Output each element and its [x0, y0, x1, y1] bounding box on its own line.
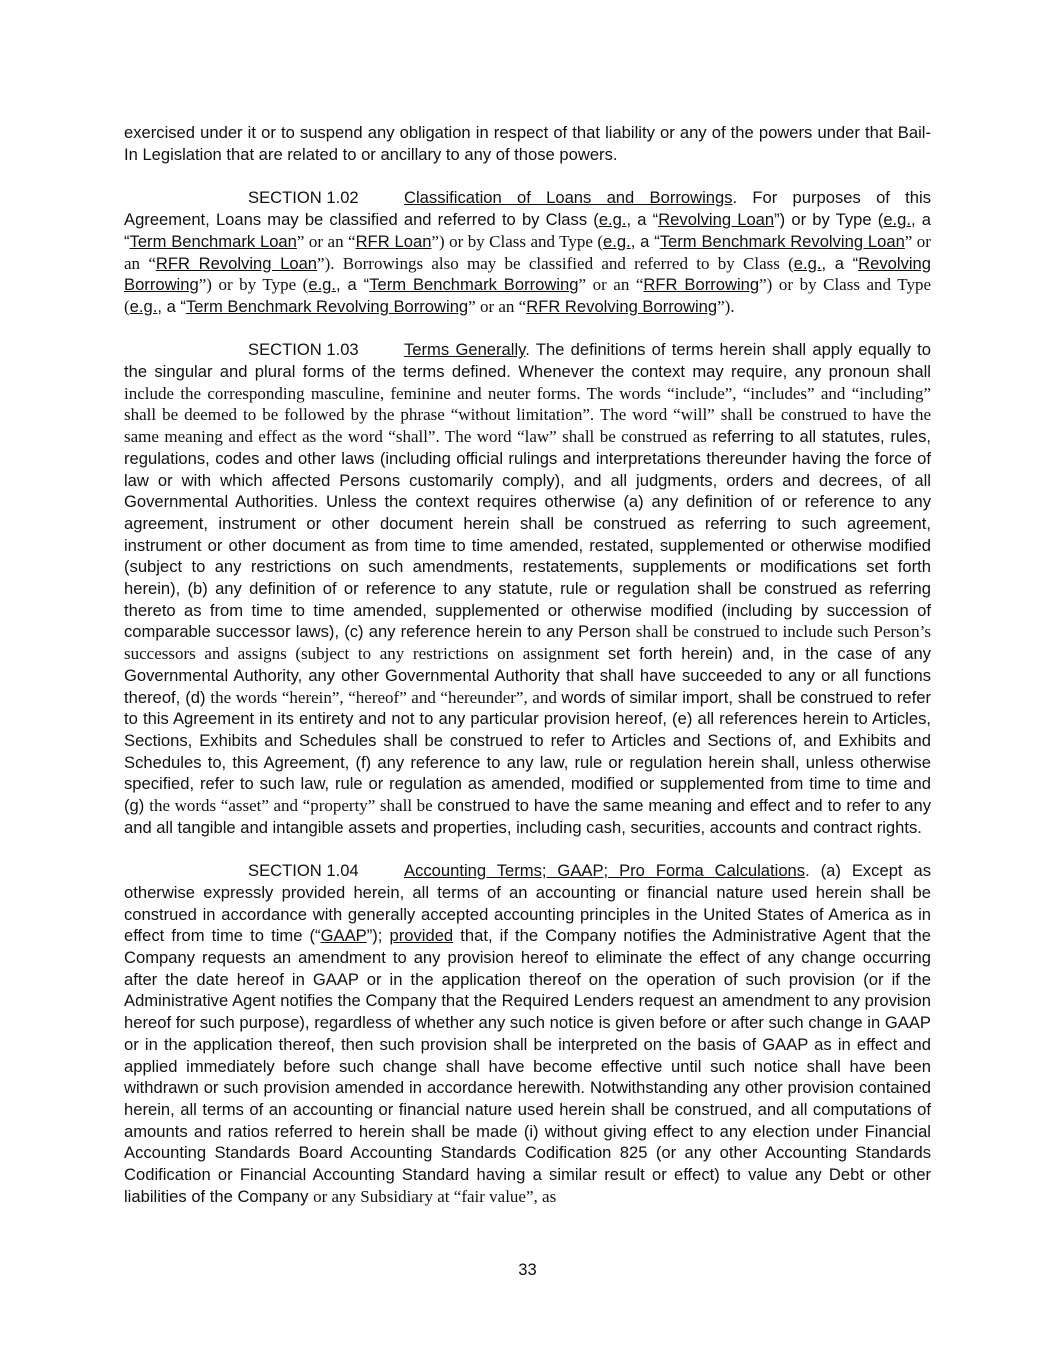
s104-text-3: that, if the Company notifies the Administrative Agent that the Company requests an amendment to any provision hereof to eliminate the effect of any change occurring after the date hereof in GAAP or in the application thereof on the operation of such provision (or if the Administrative Agent notifies the Company that the Required Lenders request an amendment to any provision hereof for such purpose), regardless of whether any such notice is given before or after such change in GAAP or in the application thereof, then such provision shall be interpreted on the basis of GAAP as in effect and applied immediately before such change shall have become effective until such notice shall have been withdrawn or such provision amended in accordance herewith. Notwithstanding any other provision contained herein, all terms of an accounting or financial nature used herein shall be construed, and all computations of amounts and ratios referred to herein shall be made (i) without giving effect to any election under Financial Accounting Standards Board Accounting Standards Codification 825 (or any other Accounting Standards Codification or Financial Accounting Standard having a similar result or effect) to value any Debt or other liabilities of the Company — [124, 926, 931, 1206]
section-1-02-number: SECTION 1.02 — [248, 188, 359, 208]
s102-rfr-borrowing: RFR Borrowing — [643, 275, 760, 295]
section-1-03-title: Terms Generally — [404, 340, 526, 360]
s102-eg-6: e.g. — [129, 296, 158, 316]
s104-text-1: . (a) Except as otherwise expressly provided herein, all terms of an accounting or financial nature used herein shall be construed in accordance with generally accepted accounting principles in the United States of America as in effect from time to time (“ — [124, 861, 931, 946]
s102-text-7: , a “ — [630, 231, 660, 251]
s102-text-3: ”) or by Type ( — [774, 210, 884, 230]
page-number: 33 — [518, 1260, 537, 1279]
s102-text-10: , a “ — [821, 253, 859, 273]
s102-text-16: ” or an “ — [468, 296, 527, 316]
section-1-03-paragraph — [124, 339, 931, 838]
s102-text-17: ”). — [717, 296, 735, 316]
document-page — [124, 122, 931, 1229]
s102-text-2: , a “ — [626, 210, 659, 230]
s104-provided: provided — [389, 926, 454, 946]
s102-rfr-revolving-loan: RFR Revolving Loan — [155, 253, 318, 273]
s102-text-13: ” or an “ — [578, 275, 644, 295]
s102-text-15: , a “ — [157, 296, 186, 316]
section-1-04-number: SECTION 1.04 — [248, 861, 359, 881]
s102-text-14: ”) or by Class and Type ( — [124, 275, 932, 316]
s102-text-5: ” or an “ — [296, 231, 356, 251]
s102-revolving-borrowing: Revolving Borrowing — [124, 253, 932, 295]
intro-paragraph — [124, 122, 931, 165]
intro-text: exercised under it or to suspend any obligation in respect of that liability or any of the powers under that Bail-In Legislation that are related to or ancillary to any of those powers. — [124, 123, 931, 164]
s103-text-4: shall be construed to include such Person’s successors and assigns (subject to any restrictions on assignment — [124, 622, 931, 664]
s102-eg-4: e.g. — [793, 253, 822, 273]
s103-text-7: words of similar import, shall be construed to refer to this Agreement in its entirety and not to any particular provision hereof, (e) all references herein to Articles, Sections, Exhibits and Schedules shall be construed to refer to Articles and Sections of, and Exhibits and Schedules to, this Agreement, (f) any reference to any law, rule or regulation herein shall, unless otherwise specified, refer to such law, rule or regulation as amended, modified or supplemented from time to time and (g) — [124, 687, 931, 816]
section-1-03-number: SECTION 1.03 — [248, 340, 359, 360]
s104-gaap: GAAP — [320, 926, 367, 946]
s102-revolving-loan: Revolving Loan — [658, 210, 775, 230]
s102-term-benchmark-loan: Term Benchmark Loan — [129, 231, 297, 251]
s102-text-9: ”). Borrowings also may be classified and referred to by Class ( — [317, 253, 794, 273]
s103-text-3: referring to all statutes, rules, regulations, codes and other laws (including official rulings and interpretations thereunder having the force of law or with which affected Persons customarily comply), and all judgments, orders and decrees, of all Governmental Authorities. Unless the context requires otherwise (a) any definition of or reference to any agreement, instrument or other document herein shall be construed as referring to such agreement, instrument or other document as from time to time amended, restated, supplemented or otherwise modified (subject to any restrictions on such amendments, restatements, supplements or modifications set forth herein), (b) any definition of or reference to any statute, rule or regulation shall be construed as referring thereto as from time to time amended, supplemented or otherwise modified (including by succession of comparable successor laws), (c) any reference herein to any Person — [124, 427, 931, 642]
section-1-04-title: Accounting Terms; GAAP; Pro Forma Calculations — [404, 861, 806, 881]
s102-term-benchmark-revolving-borrowing: Term Benchmark Revolving Borrowing — [185, 296, 469, 316]
s102-eg-3: e.g. — [603, 231, 631, 251]
s102-eg-5: e.g. — [308, 275, 337, 295]
s102-text-11: ”) or by Type ( — [198, 275, 309, 295]
s102-eg-2: e.g. — [883, 210, 911, 230]
s103-text-9: construed to have the same meaning and effect and to refer to any and all tangible and intangible assets and properties, including cash, securities, accounts and contract rights. — [124, 796, 932, 837]
s104-text-4: or any Subsidiary at “fair value”, as — [313, 1186, 557, 1206]
section-1-04-paragraph — [124, 860, 931, 1207]
section-1-02-paragraph — [124, 187, 931, 317]
s102-term-benchmark-revolving-loan: Term Benchmark Revolving Loan — [659, 231, 905, 251]
s103-text-2: include the corresponding masculine, feminine and neuter forms. The words “include”, “includes” and “including” shall be deemed to be followed by the phrase “without limitation”. The word “will” shall be construed to have the same meaning and effect as the word “shall”. The word “law” shall be construed as — [124, 383, 931, 447]
section-1-02-title: Classification of Loans and Borrowings — [404, 188, 733, 208]
s102-rfr-revolving-borrowing: RFR Revolving Borrowing — [526, 296, 718, 316]
s103-text-6: the words “herein”, “hereof” and “hereunder”, and — [210, 687, 562, 707]
s104-text-2: ”); — [366, 926, 390, 946]
s102-text-8: ” or an “ — [124, 231, 931, 273]
s103-text-5: set forth herein) and, in the case of any Governmental Authority, any other Governmental Authority that shall have succeeded to any or all functions thereof, (d) — [124, 644, 931, 707]
s102-rfr-loan: RFR Loan — [355, 231, 432, 251]
s103-text-8: the words “asset” and “property” shall be — [149, 796, 438, 816]
s103-text-1: . The definitions of terms herein shall apply equally to the singular and plural forms of the terms defined. Whenever the context may require, any pronoun shall — [124, 340, 931, 382]
s102-text-12: , a “ — [336, 275, 370, 295]
s102-text-1: . For purposes of this Agreement, Loans may be classified and referred to by Class ( — [124, 188, 931, 230]
s102-term-benchmark-borrowing: Term Benchmark Borrowing — [369, 275, 579, 295]
s102-text-6: ”) or by Class and Type ( — [431, 231, 604, 251]
s102-eg-1: e.g. — [598, 210, 627, 230]
s102-text-4: , a “ — [124, 210, 931, 251]
